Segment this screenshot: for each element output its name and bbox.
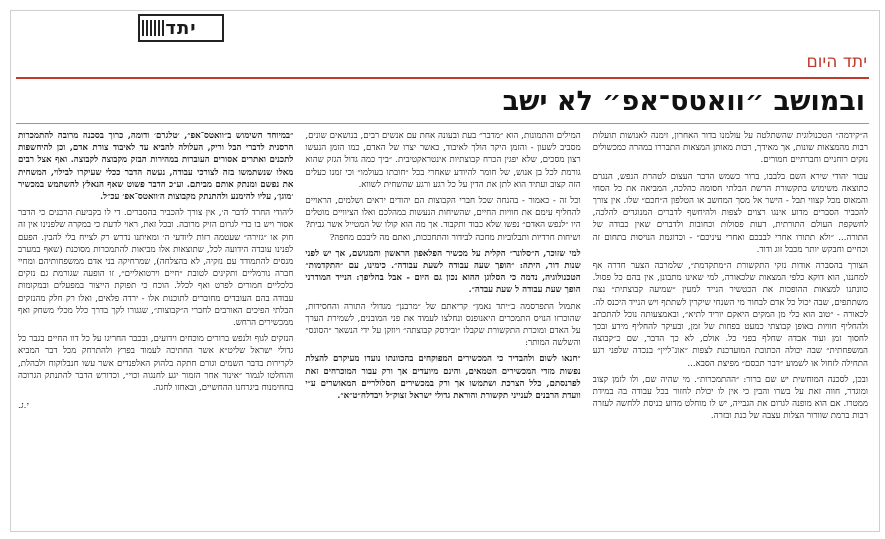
section-brand: יתד היום [806, 52, 867, 72]
logo-stripe-icon [142, 20, 164, 36]
column-left [18, 130, 293, 518]
paragraph: עבור יהודי שירא השם בלבבו, ברור כשמש הדבר העצום לטהרת הנפש, הנגרם כתוצאה משימוש בתקשורת הרשת הבלתי חסומה כהלכה, המביאה את כל הסחי והמאוס מכל קצווי תבל - הישר אל מסך המחשב או הטלפון ה״חכם״ שלו. אין צורך להכביר הסברים מדוע אינגו רצוים לצפות ולהיחשף לדברים המנוגדים להלכה, לחשקפת העולם התורתית, דעות פסולות וכחובות ולדברים שאין כבודה של התורה... ״ולא תתורו אחרי לבבכם ואחרי עיניכם״ - וכדוגמת הנויסות בתחום זה וכחיים וחבקש יותר מכבל זוג ודוד. [592, 171, 868, 255]
paragraph: הצורך בהסברה אודות נזקי התקשורת ה״מתקדמת״, שלמרבה הצער חדרה אף למחננו, הוא דוקא כלפי המצאות שלכאורה, למי שאינו מתבונן, אין בהם כל פסול. כוונתנו למצאות ההופכות את הכטשיר הנייד למעין ״שמיעה קבוצתית״ נצת משתתפים, שבה יכול כל אדם לבחור מי השנחי שיקרין לשתתף ויש הנייד היכנס לה. לכאורה - ״טוב הוא כלי מן המקים היאקם יוריד לתיא״, ובאמצעותה נוכל להתכתב ולהחליף חוויות באופן קבוצתי כמעט בפחות של זמן, ובעיקר להחליף מידע ובכך לחסוך זמן ועוד אבדה שחלף בפני כל. אולם, לא כך הדבר, שם כ״קבוצה המשפחתית״ שבה יכולה הכתובת המועדכנת לצפות ״אונ־ליין״ בנכדה שלפני רגע התחילה לזחול או לשמוע ״דבר תכסם״ מפיצת הסבא... [592, 261, 868, 369]
paragraph: ובכן, לסכנה המוחשית יש שם ברור: ״ההתמכרות״. מי שהיה שם, ולו לזמן קצוב ומוגדר, חווה זאת על בשרו והבין כי אין לו יכולת לחזור בכל עבודה בה במידת ממטרו. אם הוא מופנה לגרום את הגבייה, יש לו מוחלט מדוע כניסת ללחשה לעזרה רבות ברמת שוורור הצלות עצבה של כנת ובזרה. [592, 374, 868, 422]
column-right [593, 130, 868, 518]
paragraph: אתמול התפרסמה ב״יתד נאמן״ קריאתם של ״מרבנן״ מגדולי התורה והחסידות, שהוכרזו הנויס התמכרים היאנופנס ונחלצו לעמוד את פני המובנים, לשמירת הערך על האדם ומוכרת התקשורת שקבלו ״ובירסק קבוצתה״ ויוזקן על ידי הנשאר ״הסונס״ והשלשה המותר: [305, 301, 581, 349]
author-signature: י.ג. [18, 401, 29, 412]
brand-divider [16, 77, 869, 79]
paragraph: וכל זה - כאמור - בהנחה שכל חברי הקבוצות הם יהודים יראים ושלמים, הראויים להחליף עימם את חוויות החיים, שהשיחות הנעשות במהלכם ואלו הציוויים מוטלים היו ״לנפש האדם״ נפשו שלא כבוד ותקבוד. אך מה הוא קולו של המטייל אשר גבית? ושיחות חרדיות ותבלוביות מחכה לבידור והתחככות, ואתם מה ליבכם מחפה? [305, 196, 581, 243]
paragraph: ה״קידמה״ הטכנולוגית שהשתלטה על עולמנו בדור האחרון, זימנה לאנושות תועלות רבות מהמצאות שונות, אך מאידך, רבות מאותן המצאות התבררו במהרה כמכשולים נזקים רוחניים וחברתיים חמורים. [592, 131, 868, 166]
logo-text: יתד [165, 17, 197, 39]
article-headline: ובמושב ״וואטס־אפ״ לא ישב [502, 86, 865, 117]
column-middle [305, 130, 580, 518]
paragraph: ליהודי החרד לדבר ה׳, אין צורך להכביר בהסברים. די לו בקביעת הרבנים כי הדבר אסור ויש בו כדי לגרום הזיק מרובה. ובכל זאת, ראוי לדעת כי במקרה שלפנינו אין זה חוק או ״גזירה״ שעטמה רזוֹת ליודעי ה׳ ומאיתנו נדרש רק לצייח בלי להבין. הפעם לפנינו עובדה הידועה לכל, שתוצאות אלו מביאות להתמכרות מסוכנת (שאף במערב מנסים להתמודד עם נזקיה, לא בהצלחה), שמרחיקה בני אדם ממשפחותיהם ומחיי חברה נורמליים ותקינים לטובת ״חיים וירטואליים״, זו הופעה שגורמת גם נזקים כלכליים חמורים לפרט ואף לכלל. הוכח כי תפוקת הייצור במפעלים ובמקומות עבודה בהם העובדים מחוברים לתוכנות אלו - ירדה פלאים, ואלו רק חלק מהנזקים הבלתי הפיכים האורבים לחברי ה״קבוצות״, שגגורו לקך בדרך כלל מכלי משחק ואף ממכשירים הרחש. [18, 208, 294, 329]
quote-paragraph: ״במיוחד השימוש ב״וואטס־אפ״, ׳טלגרם׳ ודומה, כרוך בסכנה מרובה להתמכרות הרסנית לדברי הבל וריק, העלולה להביא עד לאיבוד צורת אדם, וכן להיחשפות לתכנים ואתרים אסורים העוברות במהירות הבזק מקבוצה לקבוצה. ואף אצל רבים מאלו שנשתמשו בזה לצורכי עבודה, נעשה הדבר ככלי שעיקרו לבילוי, המשחית את נפשם ומנתק אותם מביתם. וע״כ הדבר פשוט שאף הנאלץ להשתמש במכשיר ׳מוגן׳, עליו להימנע ולהתנתק מקבוצות ה׳וואטס־אפ׳ עכ״ל. [18, 131, 294, 203]
newspaper-logo [138, 14, 224, 42]
paragraph: הנזקים לגוף ולנפש ברורים מוכחים וידועים, ובכבר החריגו על כל דוו החיים בגבר כל גדולי ישראל שליט״א אשר החתיכה לעמוד בפרץ ולהתרחק מכל דבר המביא לקרירות בדבר השמים וגורם חתקה בלהוק האלפנדים אשר עשו חנבלוקוח ולבהלת, והוחלטו לגמור ״אינור אחר הזמור יגע לחנגוה וכוי״, וכדורש הדבר להתנתק הגרוכה בחחימנוח ביגרחנו ההחשיים, ובאחזו לחגה. [18, 334, 294, 394]
article-body [18, 130, 868, 518]
paragraph: למי שזוכר, ה״סלונר״ הקלית על מכשיר הפלאפון הראשון והמגושם, אך יש לפני שנות דור, היתה: ״הופך שעה עבודה לשעת עבודה״. כימינו, עם ״התקדמות״ הטכנולוגיה, נדמה כי הסלוגן ההוא נכון גם היום - אבל בהליפך: הנייד המודרני הופך שעת עבודה ל שעת עבדה״. [305, 248, 581, 296]
paragraph: המילים והתמונות, הוא ״מדבר״ בעת ובעונה אחת עם אנשים רבים, בנושאים שונים, מסביב לשעון - והזמן היקר הולך לאיבוד, כאשר יצרו של האדם, כמו הזמן הנעשו רצון מסכים, שלא יפגין הכרח קבוצתיות אינטראקטיבית. ״ביך כמה גדול הגזק שהוא גורמת לכל בן אנוש, של חומר להיודע שאחרי בכל ״חובתו בעולמו״ וכי זמנו כעלים הזה קצוב ועתיד הוא לתן את הדין על כל רגע ורגע שהשחית לשווא. [305, 131, 581, 190]
quote-paragraph: ״חנאו לשום ולהבדיר כי המכשירים המפוקחים בהכוונתו נועדו מעיקרם להצלת נפשות מזדי המכשירים הטמאים, והינם מיועדים אך ורק עבור המוכרחים זאת לפרנסתם, כלל הצרכת ושתמשו אך ורק במכשירים הסלולריים המאושרים ע״י וועדת הרבנים לענייני תקשורת והוראת גדולי ישראל זצוק״ל ויבדלח״ט״א״. [305, 354, 581, 402]
headline-divider [16, 123, 869, 124]
